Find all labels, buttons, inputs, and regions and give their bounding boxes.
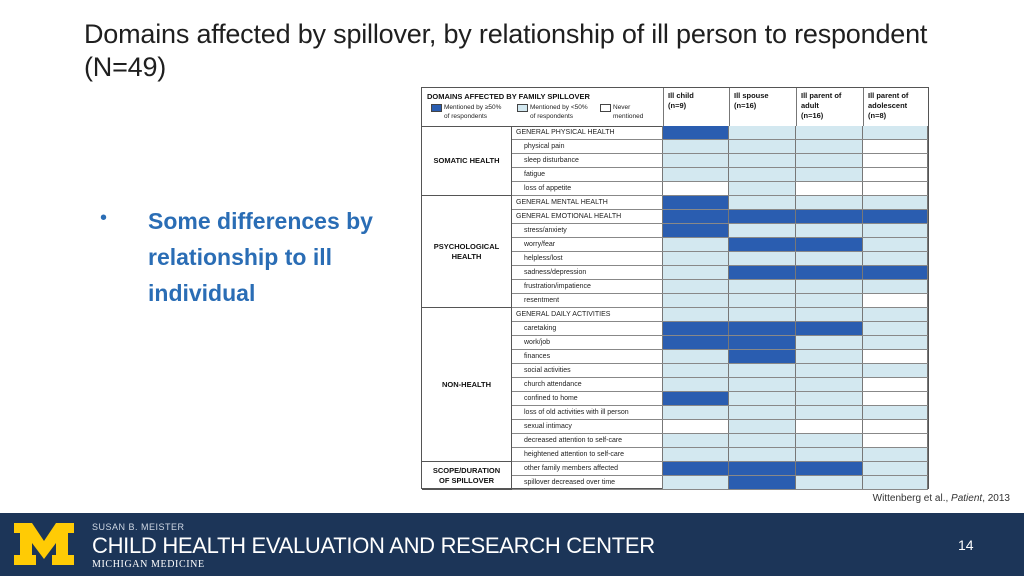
level-cell	[729, 154, 796, 167]
level-cell	[663, 462, 729, 475]
citation-year: , 2013	[982, 493, 1010, 504]
level-cell	[729, 378, 796, 391]
group-label: SCOPE/DURATION OF SPILLOVER	[422, 462, 512, 490]
row-label: social activities	[512, 364, 663, 377]
row-label: frustration/impatience	[512, 280, 663, 293]
level-cell	[796, 476, 863, 489]
level-cell	[796, 154, 863, 167]
level-cell	[663, 168, 729, 181]
table-row	[512, 406, 928, 420]
level-cell	[863, 140, 928, 153]
legend-label: Mentioned by <50% of respondents	[530, 104, 588, 120]
level-cell	[863, 196, 928, 209]
level-cell	[863, 224, 928, 237]
level-cell	[663, 210, 729, 223]
row-label: loss of old activities with ill person	[512, 406, 663, 419]
level-cell	[796, 126, 863, 139]
level-cell	[863, 462, 928, 475]
level-cell	[663, 420, 729, 433]
level-cell	[796, 168, 863, 181]
level-cell	[863, 420, 928, 433]
level-cell	[729, 350, 796, 363]
level-cell	[729, 476, 796, 489]
table-row	[512, 224, 928, 238]
row-label: physical pain	[512, 140, 663, 153]
column-header-ill-spouse	[729, 88, 796, 126]
level-cell	[663, 378, 729, 391]
row-label: GENERAL MENTAL HEALTH	[512, 196, 663, 209]
level-cell	[863, 280, 928, 293]
row-label: fatigue	[512, 168, 663, 181]
level-cell	[796, 196, 863, 209]
column-header-line: Ill child	[668, 91, 694, 100]
table-row	[512, 448, 928, 462]
slide-title: Domains affected by spillover, by relationship of ill person to respondent (N=49)	[84, 19, 928, 82]
level-cell	[663, 336, 729, 349]
level-cell	[863, 364, 928, 377]
level-cell	[729, 322, 796, 335]
level-cell	[796, 392, 863, 405]
level-cell	[729, 182, 796, 195]
table-row	[512, 294, 928, 308]
level-cell	[863, 336, 928, 349]
column-header-line: Ill spouse	[734, 91, 769, 100]
citation	[873, 493, 1010, 504]
level-cell	[863, 154, 928, 167]
level-cell	[796, 322, 863, 335]
column-header-line: (n=16)	[801, 111, 824, 120]
level-cell	[729, 434, 796, 447]
level-cell	[729, 168, 796, 181]
row-label: finances	[512, 350, 663, 363]
legend-label: Never mentioned	[613, 104, 644, 120]
legend-swatch	[431, 104, 442, 112]
org-name: CHILD HEALTH EVALUATION AND RESEARCH CENTER	[92, 533, 655, 558]
row-label: resentment	[512, 294, 663, 307]
level-cell	[863, 392, 928, 405]
level-cell	[663, 308, 729, 321]
table-row	[512, 196, 928, 210]
level-cell	[796, 280, 863, 293]
row-label: helpless/lost	[512, 252, 663, 265]
level-cell	[729, 252, 796, 265]
level-cell	[663, 448, 729, 461]
level-cell	[796, 378, 863, 391]
level-cell	[863, 266, 928, 279]
row-label: caretaking	[512, 322, 663, 335]
column-header-ill-parent-adult	[796, 88, 863, 126]
level-cell	[663, 252, 729, 265]
row-label: GENERAL DAILY ACTIVITIES	[512, 308, 663, 321]
level-cell	[729, 196, 796, 209]
table-row	[512, 154, 928, 168]
org-subtitle: SUSAN B. MEISTER	[92, 522, 185, 532]
level-cell	[796, 238, 863, 251]
row-label: GENERAL EMOTIONAL HEALTH	[512, 210, 663, 223]
level-cell	[729, 336, 796, 349]
level-cell	[796, 140, 863, 153]
column-header-line: (n=16)	[734, 101, 757, 110]
level-cell	[863, 126, 928, 139]
level-cell	[863, 168, 928, 181]
level-cell	[729, 266, 796, 279]
level-cell	[663, 364, 729, 377]
table-row	[512, 350, 928, 364]
level-cell	[663, 434, 729, 447]
level-cell	[863, 308, 928, 321]
level-cell	[729, 406, 796, 419]
level-cell	[863, 294, 928, 307]
org-parent: MICHIGAN MEDICINE	[92, 559, 205, 570]
row-label: stress/anxiety	[512, 224, 663, 237]
level-cell	[663, 238, 729, 251]
level-cell	[663, 406, 729, 419]
column-header-line: Ill parent of	[801, 91, 842, 100]
row-label: GENERAL PHYSICAL HEALTH	[512, 126, 663, 139]
level-cell	[863, 210, 928, 223]
level-cell	[863, 182, 928, 195]
level-cell	[796, 294, 863, 307]
level-cell	[863, 476, 928, 489]
row-label: decreased attention to self-care	[512, 434, 663, 447]
table-row	[512, 238, 928, 252]
level-cell	[796, 350, 863, 363]
level-cell	[729, 210, 796, 223]
level-cell	[796, 434, 863, 447]
level-cell	[729, 308, 796, 321]
table-row	[512, 308, 928, 322]
level-cell	[796, 308, 863, 321]
table-row	[512, 392, 928, 406]
level-cell	[663, 476, 729, 489]
table-header-title: DOMAINS AFFECTED BY FAMILY SPILLOVER	[427, 92, 590, 101]
group-label: SOMATIC HEALTH	[422, 126, 512, 196]
level-cell	[796, 224, 863, 237]
row-label: church attendance	[512, 378, 663, 391]
table-row	[512, 462, 928, 476]
table-row	[512, 266, 928, 280]
row-label: confined to home	[512, 392, 663, 405]
column-header-ill-parent-adolescent	[863, 88, 928, 126]
column-header-line: (n=9)	[668, 101, 687, 110]
legend-label: Mentioned by ≥50% of respondents	[444, 104, 502, 120]
block-m-logo-icon	[12, 521, 76, 567]
level-cell	[796, 266, 863, 279]
column-header-line: adult	[801, 101, 819, 110]
level-cell	[729, 364, 796, 377]
group-label: NON-HEALTH	[422, 308, 512, 462]
level-cell	[663, 182, 729, 195]
table-row	[512, 434, 928, 448]
bullet-text: Some differences by relationship to ill individual	[148, 208, 373, 306]
level-cell	[729, 448, 796, 461]
row-label: sadness/depression	[512, 266, 663, 279]
level-cell	[796, 252, 863, 265]
citation-authors: Wittenberg et al.,	[872, 493, 952, 504]
table-row	[512, 420, 928, 434]
bullet-dot-icon: •	[100, 207, 108, 229]
table-row	[512, 210, 928, 224]
table-row	[512, 168, 928, 182]
level-cell	[663, 322, 729, 335]
level-cell	[863, 322, 928, 335]
level-cell	[796, 182, 863, 195]
table-row	[512, 280, 928, 294]
column-header-line: adolescent	[868, 101, 908, 110]
level-cell	[663, 266, 729, 279]
level-cell	[863, 378, 928, 391]
citation-journal: Patient	[951, 493, 983, 504]
level-cell	[663, 280, 729, 293]
level-cell	[796, 210, 863, 223]
level-cell	[663, 350, 729, 363]
level-cell	[663, 154, 729, 167]
table-row	[512, 336, 928, 350]
page-number: 14	[958, 537, 974, 553]
row-label: loss of appetite	[512, 182, 663, 195]
row-label: work/job	[512, 336, 663, 349]
level-cell	[796, 448, 863, 461]
table-row	[512, 252, 928, 266]
level-cell	[729, 238, 796, 251]
group-label: PSYCHOLOGICAL HEALTH	[422, 196, 512, 308]
level-cell	[729, 126, 796, 139]
row-label: spillover decreased over time	[512, 476, 663, 489]
level-cell	[796, 462, 863, 475]
row-label: other family members affected	[512, 462, 663, 475]
level-cell	[863, 406, 928, 419]
legend-swatch	[600, 104, 611, 112]
row-label: sexual intimacy	[512, 420, 663, 433]
spillover-table	[421, 87, 929, 489]
level-cell	[863, 434, 928, 447]
level-cell	[729, 140, 796, 153]
footer-bar	[0, 513, 1024, 576]
level-cell	[796, 364, 863, 377]
table-row	[512, 126, 928, 140]
level-cell	[729, 392, 796, 405]
table-row	[512, 182, 928, 196]
level-cell	[729, 294, 796, 307]
level-cell	[663, 196, 729, 209]
column-header-line: (n=8)	[868, 111, 887, 120]
table-row	[512, 378, 928, 392]
table-row	[512, 476, 928, 490]
level-cell	[796, 336, 863, 349]
row-label: heightened attention to self-care	[512, 448, 663, 461]
column-header-ill-child	[663, 88, 729, 126]
level-cell	[863, 350, 928, 363]
level-cell	[796, 420, 863, 433]
level-cell	[663, 294, 729, 307]
level-cell	[729, 224, 796, 237]
row-label: sleep disturbance	[512, 154, 663, 167]
level-cell	[663, 224, 729, 237]
level-cell	[796, 406, 863, 419]
level-cell	[729, 462, 796, 475]
level-cell	[863, 238, 928, 251]
table-row	[512, 140, 928, 154]
table-header	[422, 88, 928, 127]
table-row	[512, 322, 928, 336]
table-row	[512, 364, 928, 378]
level-cell	[863, 448, 928, 461]
level-cell	[663, 392, 729, 405]
level-cell	[663, 140, 729, 153]
level-cell	[663, 126, 729, 139]
level-cell	[863, 252, 928, 265]
level-cell	[729, 280, 796, 293]
row-label: worry/fear	[512, 238, 663, 251]
column-header-line: Ill parent of	[868, 91, 909, 100]
level-cell	[729, 420, 796, 433]
legend-swatch	[517, 104, 528, 112]
